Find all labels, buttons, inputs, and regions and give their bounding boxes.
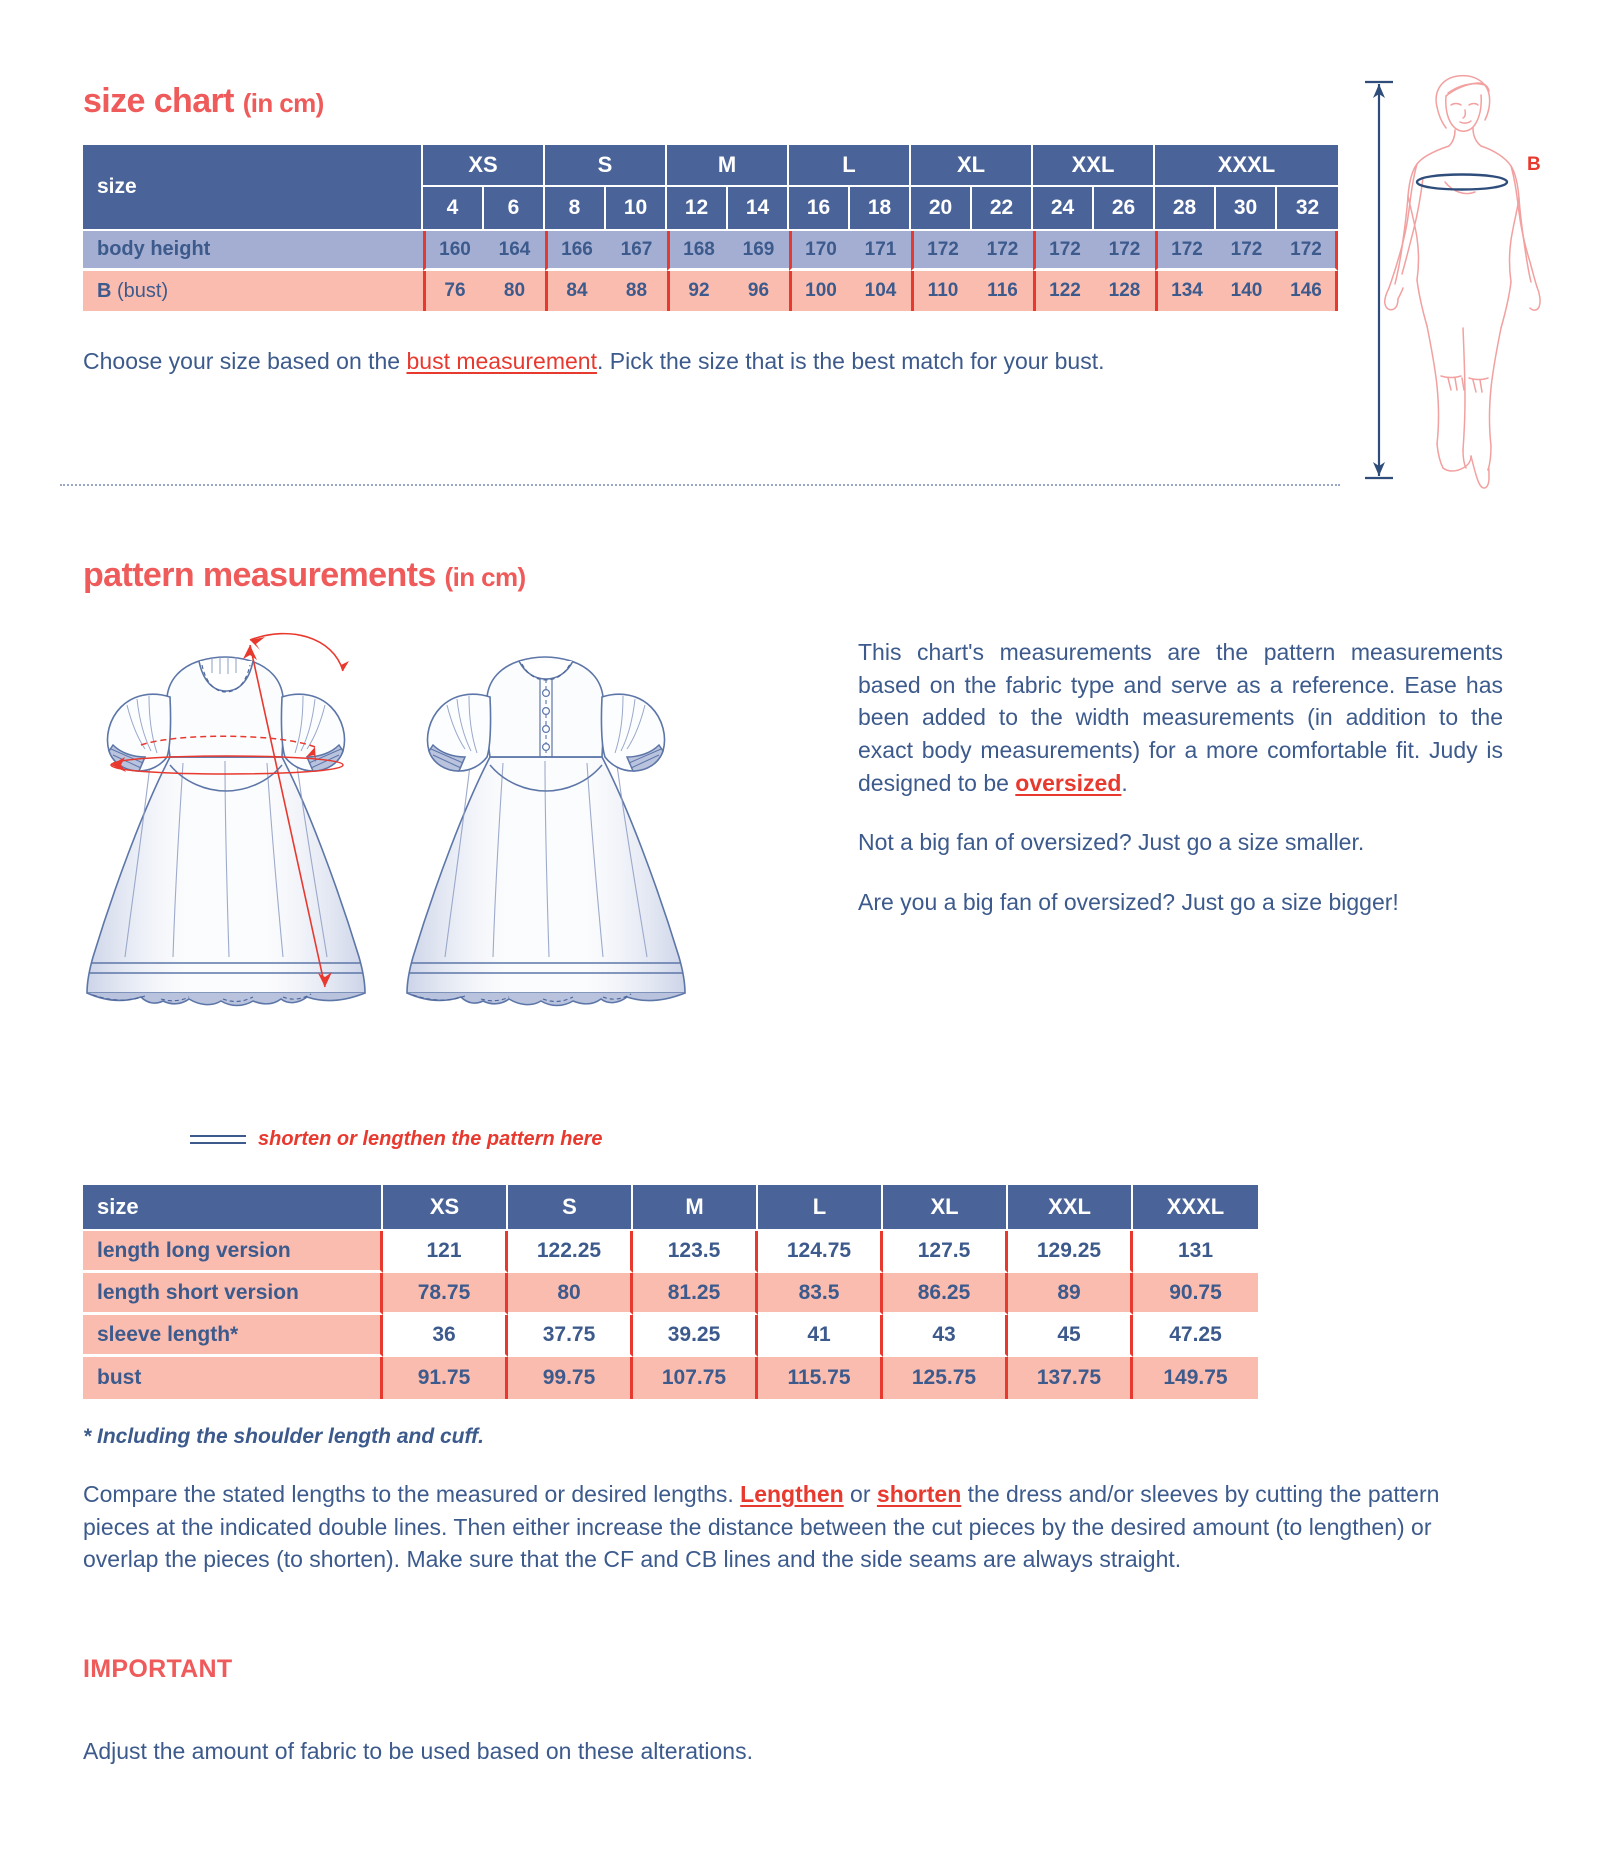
measurements-col-header-xs: XS xyxy=(383,1185,508,1231)
size-number-16: 16 xyxy=(789,187,850,231)
paragraph-gap-2 xyxy=(858,859,1503,887)
measurements-col-header-s: S xyxy=(508,1185,633,1231)
bust-measure-line xyxy=(1417,175,1507,190)
measurements-col-header-xxl: XXL xyxy=(1008,1185,1133,1231)
table-row xyxy=(83,1231,1258,1273)
size-number-18: 18 xyxy=(850,187,911,231)
para1-before: This chart's measurements are the pattern measurements based on the fabric type and serve as a reference. Ease has been added to the width measurements (in addition to the exact body measurements) for a more comfortable fit. Judy is designed to be xyxy=(858,639,1503,796)
table-cell: 128 xyxy=(1094,271,1155,311)
table-cell: 110 xyxy=(911,271,972,311)
size-group-header-l: L xyxy=(789,145,911,187)
pattern-measurements-title xyxy=(83,556,526,595)
size-number-4: 4 xyxy=(423,187,484,231)
table-cell: 127.5 xyxy=(883,1231,1008,1273)
size-group-header-m: M xyxy=(667,145,789,187)
size-chart-header-row-groups xyxy=(83,145,1338,187)
table-cell: 166 xyxy=(545,231,606,271)
oversized-link[interactable]: oversized xyxy=(1015,769,1122,796)
size-number-26: 26 xyxy=(1094,187,1155,231)
measurements-col-header-l: L xyxy=(758,1185,883,1231)
pattern-paragraph-2: Not a big fan of oversized? Just go a size smaller. xyxy=(858,829,1365,856)
table-cell: 125.75 xyxy=(883,1357,1008,1399)
table-row xyxy=(83,271,1338,311)
pattern-description-column xyxy=(858,636,1503,919)
pattern-paragraph-1 xyxy=(858,636,1503,799)
row-label: length short version xyxy=(83,1273,383,1315)
table-cell: 99.75 xyxy=(508,1357,633,1399)
size-group-header-xs: XS xyxy=(423,145,545,187)
double-line-swatch xyxy=(190,1135,246,1144)
table-cell: 80 xyxy=(484,271,545,311)
table-cell: 172 xyxy=(1216,231,1277,271)
size-number-8: 8 xyxy=(545,187,606,231)
size-chart-unit: (in cm) xyxy=(242,88,324,118)
size-number-30: 30 xyxy=(1216,187,1277,231)
female-body-figure-svg xyxy=(1345,60,1595,490)
table-cell: 149.75 xyxy=(1133,1357,1258,1399)
table-cell: 81.25 xyxy=(633,1273,758,1315)
final-note: Adjust the amount of fabric to be used based on these alterations. xyxy=(83,1738,753,1764)
table-row xyxy=(83,231,1338,271)
row-label: length long version xyxy=(83,1231,383,1273)
size-number-28: 28 xyxy=(1155,187,1216,231)
row-label: B (bust) xyxy=(83,271,423,311)
size-number-14: 14 xyxy=(728,187,789,231)
table-cell: 172 xyxy=(1155,231,1216,271)
size-number-22: 22 xyxy=(972,187,1033,231)
row-label: sleeve length* xyxy=(83,1315,383,1357)
measurements-col-header-xl: XL xyxy=(883,1185,1008,1231)
table-cell: 169 xyxy=(728,231,789,271)
important-heading: IMPORTANT xyxy=(83,1655,233,1683)
note-before: Choose your size based on the xyxy=(83,348,407,374)
size-group-header-xxl: XXL xyxy=(1033,145,1155,187)
table-cell: 172 xyxy=(1033,231,1094,271)
table-cell: 134 xyxy=(1155,271,1216,311)
size-group-header-xl: XL xyxy=(911,145,1033,187)
legend-label: shorten or lengthen the pattern here xyxy=(258,1128,603,1150)
table-row xyxy=(83,1315,1258,1357)
table-cell: 96 xyxy=(728,271,789,311)
table-cell: 88 xyxy=(606,271,667,311)
table-cell: 47.25 xyxy=(1133,1315,1258,1357)
bust-measurement-link[interactable]: bust measurement xyxy=(406,348,597,374)
table-cell: 137.75 xyxy=(1008,1357,1133,1399)
size-chart-note xyxy=(83,346,1333,378)
table-row xyxy=(83,1273,1258,1315)
size-number-10: 10 xyxy=(606,187,667,231)
size-number-12: 12 xyxy=(667,187,728,231)
table-cell: 167 xyxy=(606,231,667,271)
table-cell: 122 xyxy=(1033,271,1094,311)
measurements-col-header-m: M xyxy=(633,1185,758,1231)
table-row xyxy=(83,1357,1258,1399)
bust-label: B xyxy=(1527,154,1541,175)
measurements-table xyxy=(83,1185,1258,1399)
size-chart-title xyxy=(83,82,324,121)
measurements-label-header: size xyxy=(83,1185,383,1231)
table-cell: 121 xyxy=(383,1231,508,1273)
pattern-paragraph-3: Are you a big fan of oversized? Just go a size bigger! xyxy=(858,889,1399,916)
table-cell: 164 xyxy=(484,231,545,271)
table-cell: 43 xyxy=(883,1315,1008,1357)
pattern-title-text: pattern measurements xyxy=(83,556,436,594)
alteration-instructions xyxy=(83,1478,1508,1576)
table-cell: 84 xyxy=(545,271,606,311)
table-cell: 91.75 xyxy=(383,1357,508,1399)
table-cell: 123.5 xyxy=(633,1231,758,1273)
table-cell: 104 xyxy=(850,271,911,311)
dress-flats-svg xyxy=(75,605,775,1075)
table-cell: 168 xyxy=(667,231,728,271)
dress-technical-drawings xyxy=(75,605,775,1080)
table-cell: 171 xyxy=(850,231,911,271)
table-cell: 160 xyxy=(423,231,484,271)
table-cell: 45 xyxy=(1008,1315,1133,1357)
table-cell: 172 xyxy=(1277,231,1338,271)
paragraph-gap-1 xyxy=(858,799,1503,827)
lengthen-link[interactable]: Lengthen xyxy=(740,1481,844,1507)
bottom-para-1: Compare the stated lengths to the measured or desired lengths. xyxy=(83,1481,741,1507)
shorten-lengthen-legend xyxy=(190,1128,602,1151)
table-cell: 76 xyxy=(423,271,484,311)
table-cell: 92 xyxy=(667,271,728,311)
size-chart-table xyxy=(83,145,1338,311)
size-chart-title-text: size chart xyxy=(83,82,234,120)
size-number-20: 20 xyxy=(911,187,972,231)
table-cell: 115.75 xyxy=(758,1357,883,1399)
table-cell: 172 xyxy=(911,231,972,271)
row-label: body height xyxy=(83,231,423,271)
table-cell: 37.75 xyxy=(508,1315,633,1357)
dress-back-view xyxy=(407,657,685,1006)
dress-front-view xyxy=(87,656,365,1006)
size-number-32: 32 xyxy=(1277,187,1338,231)
table-cell: 172 xyxy=(1094,231,1155,271)
sleeve-footnote: * Including the shoulder length and cuff. xyxy=(83,1425,484,1448)
table-cell: 83.5 xyxy=(758,1273,883,1315)
table-cell: 89 xyxy=(1008,1273,1133,1315)
size-chart-label-header: size xyxy=(83,145,423,231)
table-cell: 78.75 xyxy=(383,1273,508,1315)
pattern-unit: (in cm) xyxy=(444,562,526,592)
measurements-col-header-xxxl: XXXL xyxy=(1133,1185,1258,1231)
table-cell: 86.25 xyxy=(883,1273,1008,1315)
table-cell: 129.25 xyxy=(1008,1231,1133,1273)
measurements-table-wrap xyxy=(83,1185,1258,1399)
table-cell: 140 xyxy=(1216,271,1277,311)
shorten-link[interactable]: shorten xyxy=(876,1481,962,1507)
table-cell: 124.75 xyxy=(758,1231,883,1273)
size-group-header-s: S xyxy=(545,145,667,187)
table-cell: 172 xyxy=(972,231,1033,271)
table-cell: 39.25 xyxy=(633,1315,758,1357)
table-cell: 36 xyxy=(383,1315,508,1357)
table-cell: 146 xyxy=(1277,271,1338,311)
table-cell: 170 xyxy=(789,231,850,271)
measurements-header-row xyxy=(83,1185,1258,1231)
size-number-24: 24 xyxy=(1033,187,1094,231)
table-cell: 107.75 xyxy=(633,1357,758,1399)
table-cell: 116 xyxy=(972,271,1033,311)
size-group-header-xxxl: XXXL xyxy=(1155,145,1338,187)
note-after: . Pick the size that is the best match for your bust. xyxy=(596,348,1105,374)
table-cell: 131 xyxy=(1133,1231,1258,1273)
size-number-6: 6 xyxy=(484,187,545,231)
section-divider xyxy=(60,484,1340,486)
para1-after: . xyxy=(1121,769,1128,796)
table-cell: 90.75 xyxy=(1133,1273,1258,1315)
table-cell: 100 xyxy=(789,271,850,311)
row-label: bust xyxy=(83,1357,383,1399)
table-cell: 122.25 xyxy=(508,1231,633,1273)
table-cell: 80 xyxy=(508,1273,633,1315)
bottom-para-2: the dress and/or sleeves by cutting the pattern pieces at the indicated double lines. Then either increase the distance between the cut pieces by the desired amount (to lengthen) or overlap the pieces (to shorten). Make sure that the CF and CB lines and the side seams are always straight. xyxy=(83,1481,1440,1573)
size-chart-table-wrap xyxy=(83,145,1338,311)
table-cell: 41 xyxy=(758,1315,883,1357)
bottom-para-mid: or xyxy=(843,1481,877,1507)
body-figure-illustration xyxy=(1345,60,1595,495)
